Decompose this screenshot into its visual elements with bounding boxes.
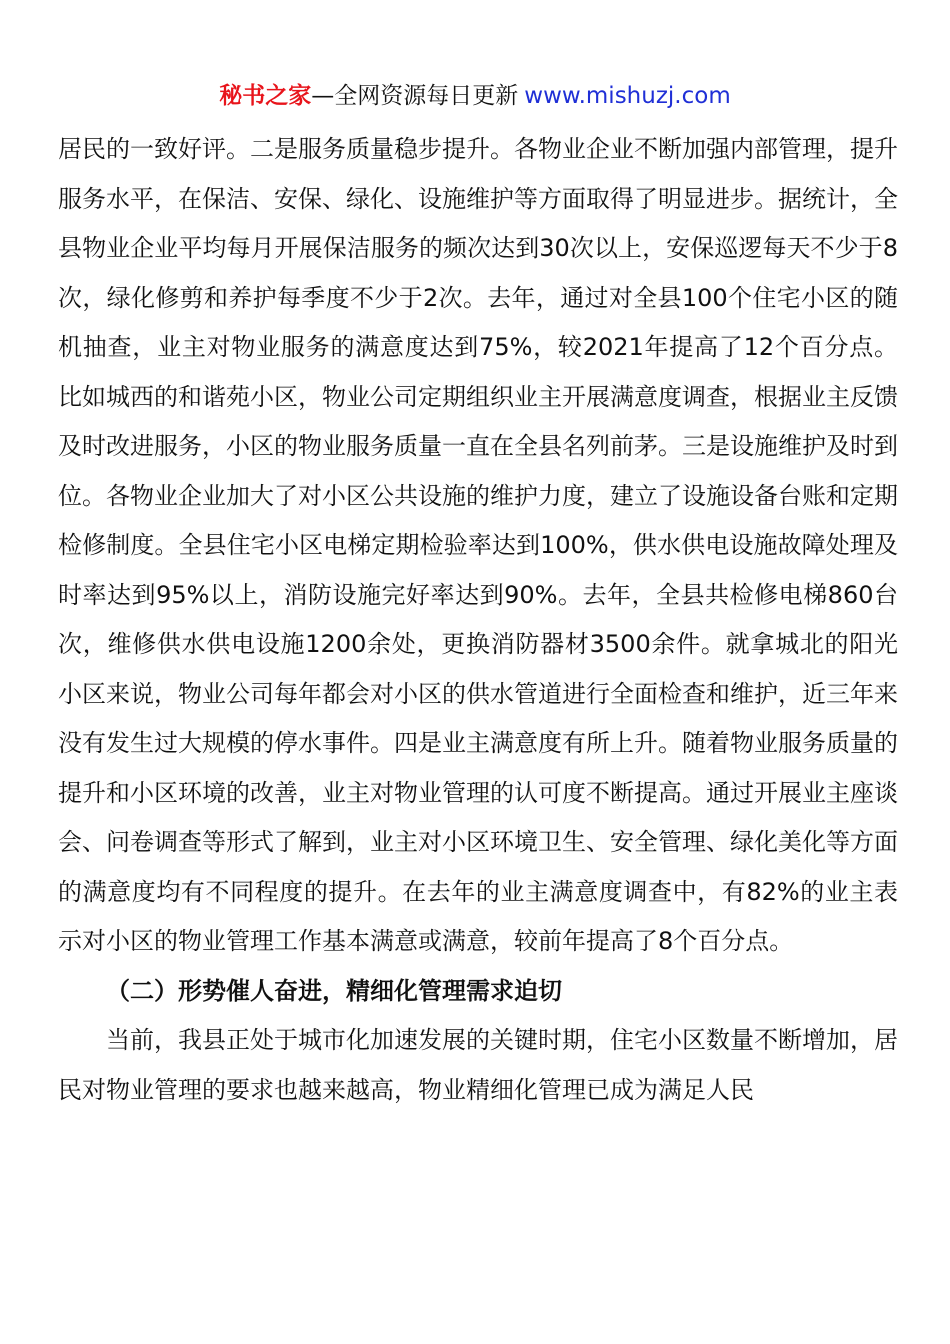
section-heading: （二）形势催人奋进，精细化管理需求迫切 (106, 976, 562, 1005)
document-body (58, 125, 898, 1115)
page-header (0, 80, 950, 112)
body-paragraph-1: 居民的一致好评。二是服务质量稳步提升。各物业企业不断加强内部管理，提升服务水平，在保洁、安保、绿化、设施维护等方面取得了明显进步。据统计，全县物业企业平均每月开展保洁服务的频次达到30次以上，安保巡逻每天不少于8次，绿化修剪和养护每季度不少于2次。去年，通过对全县100个住宅小区的随机抽查，业主对物业服务的满意度达到75%，较2021年提高了12个百分点。比如城西的和谐苑小区，物业公司定期组织业主开展满意度调查，根据业主反馈及时改进服务，小区的物业服务质量一直在全县名列前茅。三是设施维护及时到位。各物业企业加大了对小区公共设施的维护力度，建立了设施设备台账和定期检修制度。全县住宅小区电梯定期检验率达到100%，供水供电设施故障处理及时率达到95%以上，消防设施完好率达到90%。去年，全县共检修电梯860台次，维修供水供电设施1200余处，更换消防器材3500余件。就拿城北的阳光小区来说，物业公司每年都会对小区的供水管道进行全面检查和维护，近三年来没有发生过大规模的停水事件。四是业主满意度有所上升。随着物业服务质量的提升和小区环境的改善，业主对物业管理的认可度不断提高。通过开展业主座谈会、问卷调查等形式了解到，业主对小区环境卫生、安全管理、绿化美化等方面的满意度均有不同程度的提升。在去年的业主满意度调查中，有82%的业主表示对小区的物业管理工作基本满意或满意，较前年提高了8个百分点。 (58, 135, 898, 955)
site-url-link[interactable]: www.mishuzj.com (524, 83, 731, 109)
body-paragraph-2: 当前，我县正处于城市化加速发展的关键时期，住宅小区数量不断增加，居民对物业管理的要求也越来越高，物业精细化管理已成为满足人民 (58, 1026, 898, 1104)
brand-name: 秘书之家 (219, 83, 312, 109)
header-tagline: —全网资源每日更新 (311, 83, 519, 109)
